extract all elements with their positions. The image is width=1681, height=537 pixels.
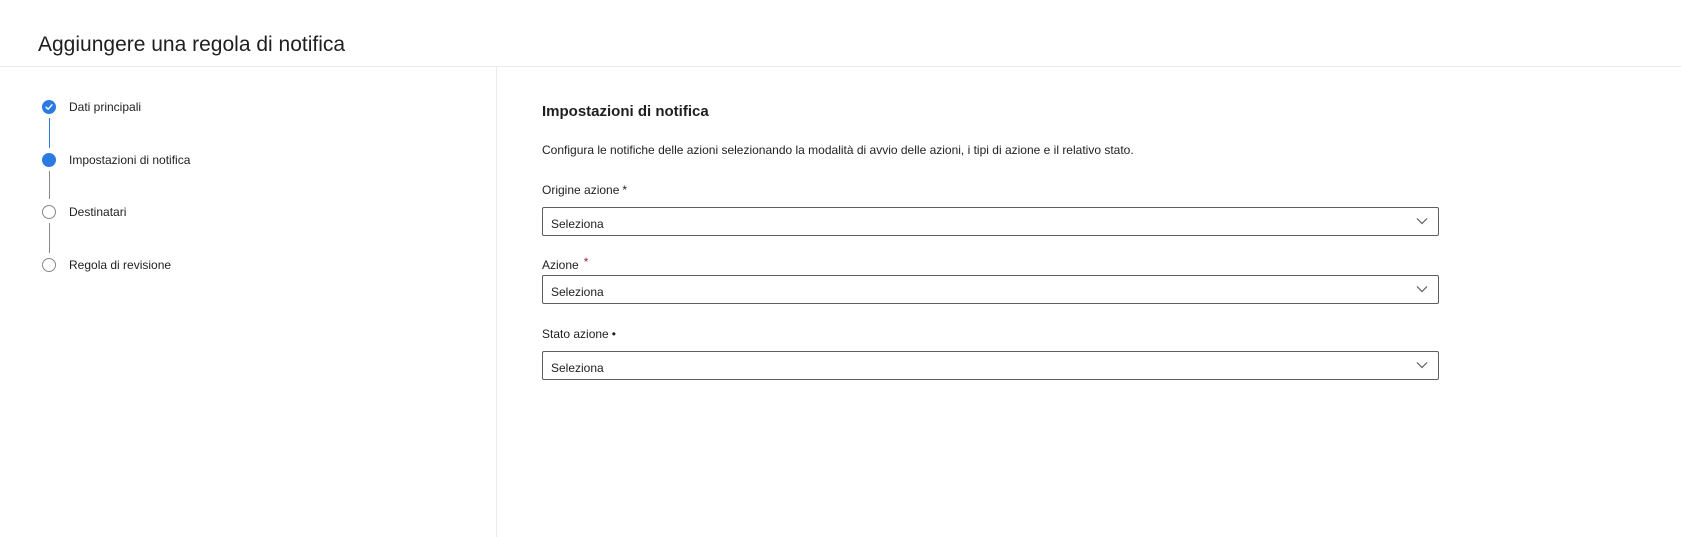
step-label: Impostazioni di notifica <box>69 153 191 167</box>
filled-circle-icon <box>42 153 56 167</box>
step-label: Dati principali <box>69 100 142 114</box>
section-title: Impostazioni di notifica <box>542 103 709 120</box>
step-label: Regola di revisione <box>69 258 172 272</box>
field-label-text: Origine azione <box>542 183 620 197</box>
chevron-down-icon <box>1416 217 1428 225</box>
required-marker: • <box>611 327 616 341</box>
field-label-text: Azione <box>542 258 579 272</box>
required-marker: * <box>583 255 589 269</box>
dropdown-value: Seleziona <box>551 285 604 299</box>
required-marker: * <box>622 183 628 197</box>
empty-circle-icon <box>42 205 56 219</box>
step-connector <box>49 171 50 199</box>
empty-circle-icon <box>42 258 56 272</box>
dropdown-value: Seleziona <box>551 217 604 231</box>
wizard-stepper <box>0 67 497 537</box>
step-connector <box>49 223 50 253</box>
step-regola-di-revisione[interactable] <box>42 255 171 275</box>
page-header <box>0 0 1681 67</box>
checkmark-circle-icon <box>42 100 56 114</box>
azione-label <box>542 255 589 272</box>
step-dati-principali[interactable] <box>42 97 141 117</box>
origine-azione-label <box>542 183 627 197</box>
origine-azione-dropdown[interactable] <box>542 207 1439 236</box>
page-title: Aggiungere una regola di notifica <box>38 33 346 56</box>
stato-azione-dropdown[interactable] <box>542 351 1439 380</box>
step-connector <box>49 118 50 148</box>
azione-dropdown[interactable] <box>542 275 1439 304</box>
step-impostazioni-di-notifica[interactable] <box>42 150 190 170</box>
dropdown-value: Seleziona <box>551 361 604 375</box>
step-destinatari[interactable] <box>42 202 126 222</box>
chevron-down-icon <box>1416 361 1428 369</box>
field-label-text: Stato azione <box>542 327 609 341</box>
chevron-down-icon <box>1416 285 1428 293</box>
step-label: Destinatari <box>69 205 127 219</box>
stato-azione-label <box>542 327 616 341</box>
section-description: Configura le notifiche delle azioni selezionando la modalità di avvio delle azioni, i tipi di azione e il relativo stato. <box>542 143 1134 157</box>
